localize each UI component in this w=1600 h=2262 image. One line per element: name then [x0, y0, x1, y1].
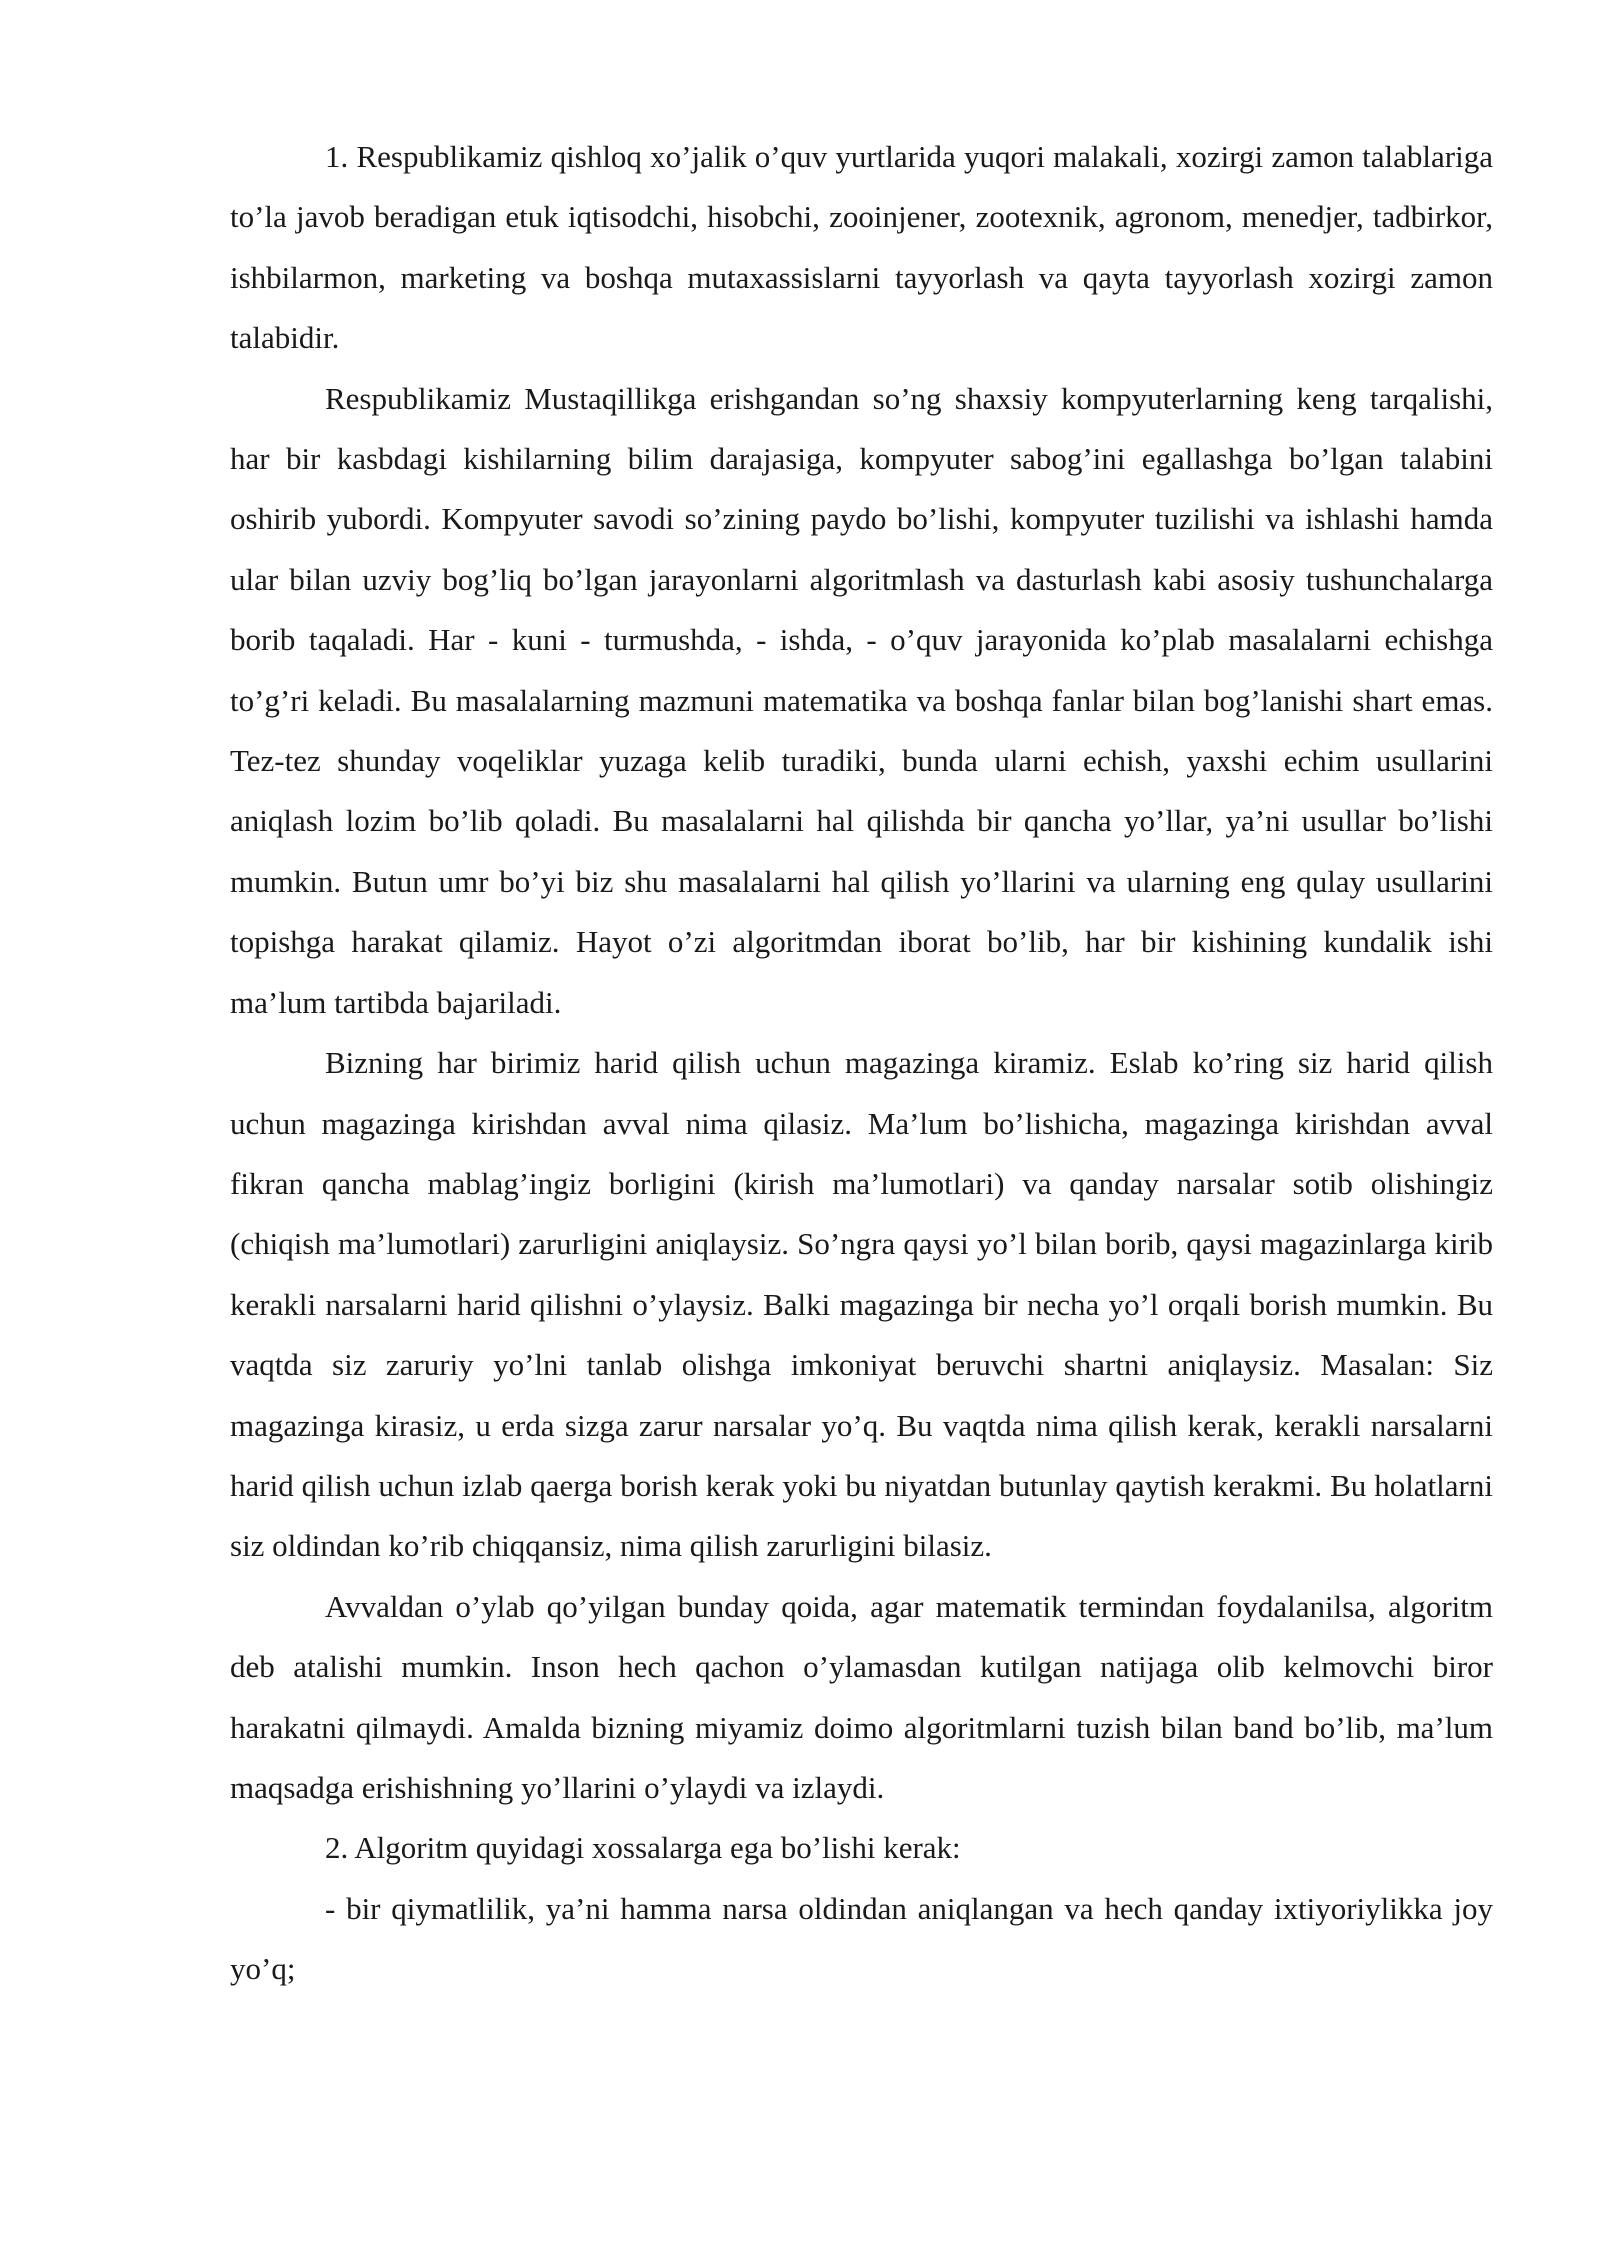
paragraph-1: 1. Respublikamiz qishloq xo’jalik o’quv yurtlarida yuqori malakali, xozirgi zamon talablariga to’la javob beradigan etuk iqtisodchi, hisobchi, zooinjener, zootexnik, agronom, menedjer, tadbirkor, ishbilarmon, marketing va boshqa mutaxassislarni tayyorlash va qayta tayyorlash xozirgi zamon talabidir. [230, 139, 1493, 356]
paragraph-2: Respublikamiz Mustaqillikga erishgandan so’ng shaxsiy kompyuterlarning keng tarqalishi, har bir kasbdagi kishilarning bilim darajasiga, kompyuter sabog’ini egallashga bo’lgan talabini oshirib yubordi. Kompyuter savodi so’zining paydo bo’lishi, kompyuter tuzilishi va ishlashi hamda ular bilan uzviy bog’liq bo’lgan jarayonlarni algoritmlash va dasturlash kabi asosiy tushunchalarga borib taqaladi. Har - kuni - turmushda, - ishda, - o’quv jarayonida ko’plab masalalarni echishga to’g’ri keladi. Bu masalalarning mazmuni matematika va boshqa fanlar bilan bog’lanishi shart emas. Tez-tez shunday voqeliklar yuzaga kelib turadiki, bunda ularni echish, yaxshi echim usullarini aniqlash lozim bo’lib qoladi. Bu masalalarni hal qilishda bir qancha yo’llar, ya’ni usullar bo’lishi mumkin. Butun umr bo’yi biz shu masalalarni hal qilish yo’llarini va ularning eng qulay usullarini topishga harakat qilamiz. Hayot o’zi algoritmdan iborat bo’lib, har bir kishining kundalik ishi ma’lum tartibda bajariladi. [230, 380, 1493, 1020]
paragraph-4: Avvaldan o’ylab qo’yilgan bunday qoida, agar matematik termindan foydalanilsa, algoritm deb atalishi mumkin. Inson hech qachon o’ylamasdan kutilgan natijaga olib kelmovchi biror harakatni qilmaydi. Amalda bizning miyamiz doimo algoritmlarni tuzish bilan band bo’lib, ma’lum maqsadga erishishning yo’llarini o’ylaydi va izlaydi. [230, 1588, 1493, 1805]
paragraph-3: Bizning har birimiz harid qilish uchun magazinga kiramiz. Eslab ko’ring siz harid qilish uchun magazinga kirishdan avval nima qilasiz. Ma’lum bo’lishicha, magazinga kirishdan avval fikran qancha mablag’ingiz borligini (kirish ma’lumotlari) va qanday narsalar sotib olishingiz (chiqish ma’lumotlari) zarurligini aniqlaysiz. So’ngra qaysi yo’l bilan borib, qaysi magazinlarga kirib kerakli narsalarni harid qilishni o’ylaysiz. Balki magazinga bir necha yo’l orqali borish mumkin. Bu vaqtda siz zaruriy yo’lni tanlab olishga imkoniyat beruvchi shartni aniqlaysiz. Masalan: Siz magazinga kirasiz, u erda sizga zarur narsalar yo’q. Bu vaqtda nima qilish kerak, kerakli narsalarni harid qilish uchun izlab qaerga borish kerak yoki bu niyatdan butunlay qaytish kerakmi. Bu holatlarni siz oldindan ko’rib chiqqansiz, nima qilish zarurligini bilasiz. [230, 1045, 1493, 1564]
document-body [230, 127, 1493, 2000]
paragraph-5: 2. Algoritm quyidagi xossalarga ega bo’lishi kerak: [325, 1830, 961, 1866]
paragraph-6: - bir qiymatlilik, ya’ni hamma narsa oldindan aniqlangan va hech qanday ixtiyoriylikka joy yo’q; [230, 1890, 1493, 1987]
